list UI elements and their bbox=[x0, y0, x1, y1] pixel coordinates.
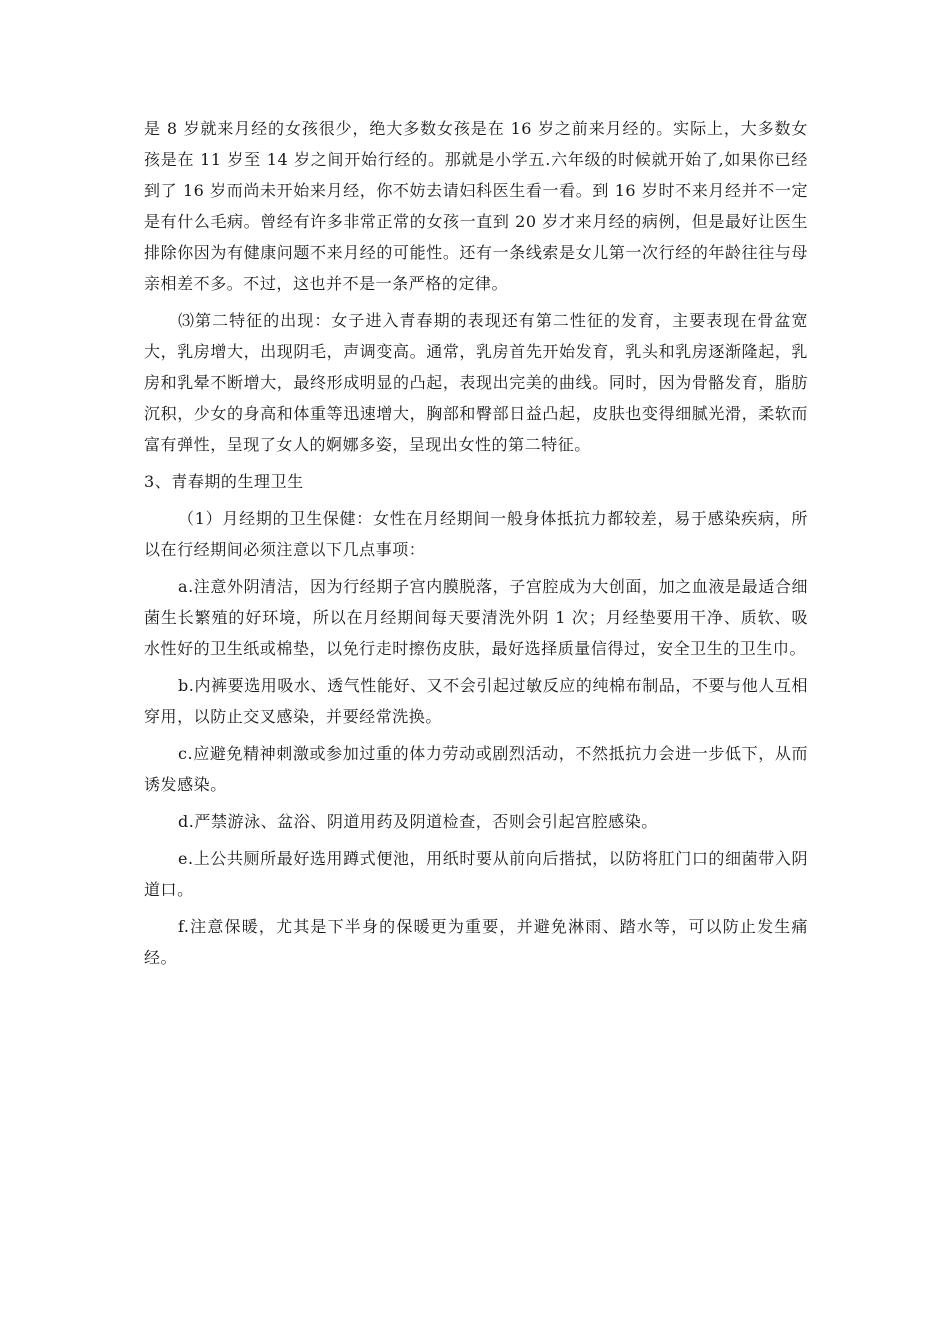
list-item-a: a.注意外阴清洁，因为行经期子宫内膜脱落，子宫腔成为大创面，加之血液是最适合细菌生长繁殖的好环境，所以在月经期间每天要清洗外阴 1 次；月经垫要用干净、质软、吸水性好的卫生纸或棉垫，以免行走时擦伤皮肤，最好选择质量信得过，安全卫生的卫生巾。 bbox=[144, 577, 808, 658]
list-item-b: b.内裤要选用吸水、透气性能好、又不会引起过敏反应的纯棉布制品，不要与他人互相穿用，以防止交叉感染，并要经常洗换。 bbox=[144, 676, 808, 726]
list-item-d: d.严禁游泳、盆浴、阴道用药及阴道检查，否则会引起宫腔感染。 bbox=[178, 812, 658, 831]
paragraph-secondary-characteristics: ⑶第二特征的出现：女子进入青春期的表现还有第二性征的发育，主要表现在骨盆宽大，乳房增大，出现阴毛，声调变高。通常，乳房首先开始发育，乳头和乳房逐渐隆起，乳房和乳晕不断增大，最终形成明显的凸起，表现出完美的曲线。同时，因为骨骼发育，脂肪沉积，少女的身高和体重等迅速增大，胸部和臀部日益凸起，皮肤也变得细腻光滑，柔软而富有弹性，呈现了女人的婀娜多姿，呈现出女性的第二特征。 bbox=[144, 311, 808, 454]
paragraph-menarche-age: 是 8 岁就来月经的女孩很少，绝大多数女孩是在 16 岁之前来月经的。实际上，大多数女孩是在 11 岁至 14 岁之间开始行经的。那就是小学五.六年级的时候就开始了,如果你已经到了 16 岁而尚未开始来月经，你不妨去请妇科医生看一看。到 16 岁时不来月经并不一定是有什么毛病。曾经有许多非常正常的女孩一直到 20 岁才来月经的病例，但是最好让医生排除你因为有健康问题不来月经的可能性。还有一条线索是女儿第一次行经的年龄往往与母亲相差不多。不过，这也并不是一条严格的定律。 bbox=[144, 119, 808, 293]
list-item-e: e.上公共厕所最好选用蹲式便池，用纸时要从前向后揩拭，以防将肛门口的细菌带入阴道口。 bbox=[144, 849, 808, 899]
list-item-c: c.应避免精神刺激或参加过重的体力劳动或剧烈活动，不然抵抗力会进一步低下，从而诱发感染。 bbox=[144, 744, 808, 794]
section-heading-puberty-hygiene: 3、青春期的生理卫生 bbox=[144, 472, 304, 491]
document-body bbox=[144, 113, 808, 979]
list-item-f: f.注意保暖，尤其是下半身的保暖更为重要，并避免淋雨、踏水等，可以防止发生痛经。 bbox=[144, 917, 808, 967]
paragraph-menstrual-care-intro: （1）月经期的卫生保健：女性在月经期间一般身体抵抗力都较差，易于感染疾病，所以在行经期间必须注意以下几点事项： bbox=[144, 509, 808, 559]
